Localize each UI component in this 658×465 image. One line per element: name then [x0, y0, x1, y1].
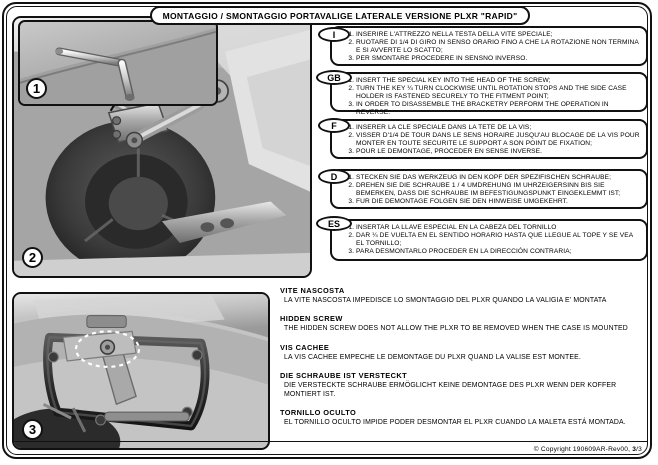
instruction-step: 2. RUOTARE DI 1/4 DI GIRO IN SENSO ORARIO FINO A CHE LA ROTAZIONE NON TERMINA E SI AVVERTE LO SCATTO; — [356, 39, 641, 55]
instruction-step: 1. INSERER LA CLE SPECIALE DANS LA TETE DE LA VIS; — [356, 124, 641, 132]
note-it — [280, 286, 648, 305]
instruction-box-de — [330, 169, 648, 209]
note-body: DIE VERSTECKTE SCHRAUBE ERMÖGLICHT KEINE DEMONTAGE DES PLXR WENN DER KOFFER MONTIERT IST. — [284, 382, 617, 398]
note-body: LA VIS CACHEE EMPECHE LE DEMONTAGE DU PLXR QUAND LA VALISE EST MONTEE. — [284, 353, 581, 361]
sheet-title-text: MONTAGGIO / SMONTAGGIO PORTAVALIGE LATERALE VERSIONE PLXR "RAPID" — [162, 10, 518, 21]
photo-marker-3-label: 3 — [28, 422, 37, 437]
note-gb — [280, 314, 648, 333]
photo-marker-1 — [26, 78, 47, 99]
note-es — [280, 408, 648, 427]
language-badge-it — [318, 27, 350, 42]
language-badge-gb — [316, 70, 352, 85]
note-title: HIDDEN SCREW — [280, 314, 343, 324]
instruction-step: 3. FUR DIE DEMONTAGE FOLGEN SIE DEN HINWEISE UMGEKEHRT. — [356, 198, 641, 206]
footer-divider — [12, 441, 648, 442]
copyright-notice — [534, 446, 642, 453]
instruction-step: 3. PER SMONTARE PROCEDERE IN SENSNO INVERSO. — [356, 55, 641, 63]
photo-marker-2 — [22, 247, 43, 268]
photo-marker-1-label: 1 — [32, 81, 41, 96]
note-body: LA VITE NASCOSTA IMPEDISCE LO SMONTAGGIO DEL PLXR QUANDO LA VALIGIA E' MONTATA — [284, 297, 607, 304]
instruction-steps-de — [341, 174, 641, 206]
photo-marker-2-label: 2 — [28, 250, 37, 265]
instruction-step: 2. DREHEN SIE DIE SCHRAUBE 1 / 4 UMDREHUNG IM UHRZEIGERSINN BIS SIE BEMERKEN, DASS DIE SCHRAUBE IM BEFESTIGUNGSPUNKT EINGEKLEMMT IST; — [356, 182, 641, 198]
language-badge-fr-label: F — [331, 120, 337, 131]
language-badge-fr — [318, 118, 350, 133]
instruction-step: 1. INSERT THE SPECIAL KEY INTO THE HEAD OF THE SCREW; — [356, 77, 641, 85]
photo-marker-3 — [22, 419, 43, 440]
photo-panel-3 — [12, 292, 270, 450]
sheet-title — [150, 6, 530, 25]
instruction-box-es — [327, 218, 648, 261]
note-de — [280, 371, 648, 399]
note-body: THE HIDDEN SCREW DOES NOT ALLOW THE PLXR TO BE REMOVED WHEN THE CASE IS MOUNTED — [284, 325, 628, 333]
photo-panel-1 — [18, 20, 218, 106]
note-title: DIE SCHRAUBE IST VERSTECKT — [280, 371, 408, 381]
page-number-current: 3 — [632, 446, 637, 453]
page-number-total: /3 — [636, 446, 642, 453]
language-badge-de-label: D — [330, 171, 338, 182]
photo-1-image — [20, 22, 216, 106]
instruction-steps-gb — [341, 77, 641, 117]
instruction-step: 2. TURN THE KEY ¼ TURN CLOCKWISE UNTIL ROTATION STOPS AND THE SIDE CASE HOLDER IS FASTENED SECURELY TO THE FITMENT POINT; — [356, 85, 641, 101]
photo-3-image — [14, 294, 268, 450]
instruction-box-gb — [330, 72, 648, 117]
instruction-steps-es — [341, 224, 641, 256]
instruction-step: 3. IN ORDER TO DISASSEMBLE THE BRACKETRY PERFORM THE OPERATION IN REVERSE. — [356, 101, 641, 117]
instruction-step: 3. POUR LE DEMONTAGE, PROCEDER EN SENSE INVERSE. — [356, 148, 641, 156]
note-body: EL TORNILLO OCULTO IMPIDE PODER DESMONTAR EL PLXR CUANDO LA MALETA ESTÁ MONTADA. — [284, 419, 626, 427]
language-badge-es-label: ES — [327, 218, 340, 229]
instruction-box-it — [330, 26, 648, 66]
note-title: TORNILLO OCULTO — [280, 408, 357, 418]
instruction-steps-it — [341, 31, 641, 63]
instruction-step: 1. INSERIRE L'ATTREZZO NELLA TESTA DELLA VITE SPECIALE; — [356, 31, 641, 39]
instruction-step: 2. VISSER D'1/4 DE TOUR DANS LE SENS HORAIRE JUSQU'AU BLOCAGE DE LA VIS POUR MONTER EN TOUTE SECURITE LE SUPPORT A SON POINT DE FIXATION; — [356, 132, 641, 148]
instruction-step: 1. STECKEN SIE DAS WERKZEUG IN DEN KOPF DER SPEZIFISCHEN SCHRAUBE; — [356, 174, 641, 182]
instruction-steps-fr — [341, 124, 641, 156]
note-title: VIS CACHEE — [280, 342, 330, 352]
language-badge-de — [318, 169, 350, 184]
instruction-box-fr — [330, 119, 648, 159]
language-badge-gb-label: GB — [327, 72, 341, 83]
hidden-screw-notes — [280, 286, 648, 436]
language-badge-es — [316, 216, 352, 231]
instruction-step: 1. INSERTAR LA LLAVE ESPECIAL EN LA CABEZA DEL TORNILLO — [356, 224, 641, 232]
instruction-step: 2. DAR ¼ DE VUELTA EN EL SENTIDO HORARIO HASTA QUE LLEGUE AL TOPE Y SE VEA EL TORNILLO; — [356, 232, 641, 248]
instruction-step: 3. PARA DESMONTARLO PROCEDER EN LA DIRECCIÓN CONTRARIA; — [356, 248, 641, 256]
note-fr — [280, 343, 648, 362]
language-badge-it-label: I — [332, 29, 336, 40]
copyright-text: © Copyright 190609AR-Rev00, — [533, 446, 633, 453]
note-title: VITE NASCOSTA — [280, 286, 345, 295]
